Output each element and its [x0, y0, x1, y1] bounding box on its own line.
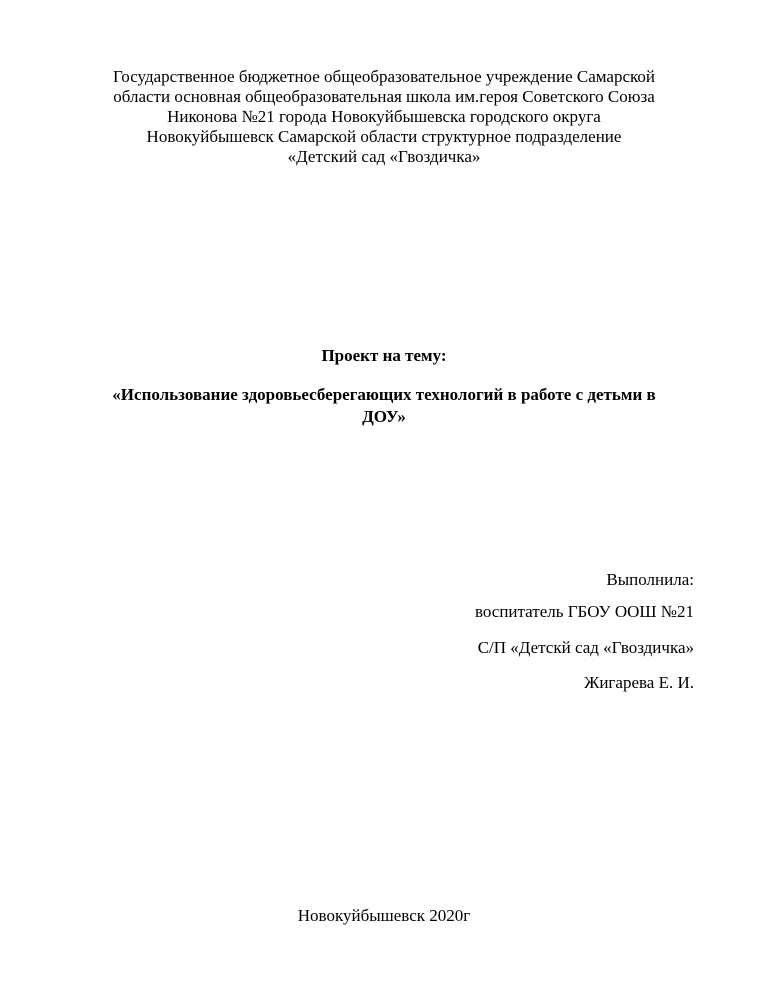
author-block — [274, 0, 694, 994]
author-position: воспитатель ГБОУ ООШ №21 — [474, 602, 694, 621]
header-line-1: Государственное бюджетное общеобразовательное учреждение Самарской — [112, 67, 656, 86]
header-line-4: Новокуйбышевск Самарской области структурное подразделение — [146, 127, 622, 146]
header-line-5: «Детский сад «Гвоздичка» — [287, 147, 481, 166]
performed-by-label: Выполнила: — [606, 570, 694, 589]
project-title-line-2: ДОУ» — [362, 407, 406, 426]
header-line-2: области основная общеобразовательная школа им.героя Советского Союза — [113, 87, 655, 106]
project-label: Проект на тему: — [321, 346, 447, 365]
city-year: Новокуйбышевск 2020г — [297, 906, 471, 925]
author-name: Жигарева Е. И. — [584, 673, 694, 692]
author-unit: С/П «Детскй сад «Гвоздичка» — [477, 638, 694, 657]
project-title-line-1: «Использование здоровьесберегающих технологий в работе с детьми в — [112, 385, 656, 404]
header-line-3: Никонова №21 города Новокуйбышевска городского округа — [167, 107, 601, 126]
